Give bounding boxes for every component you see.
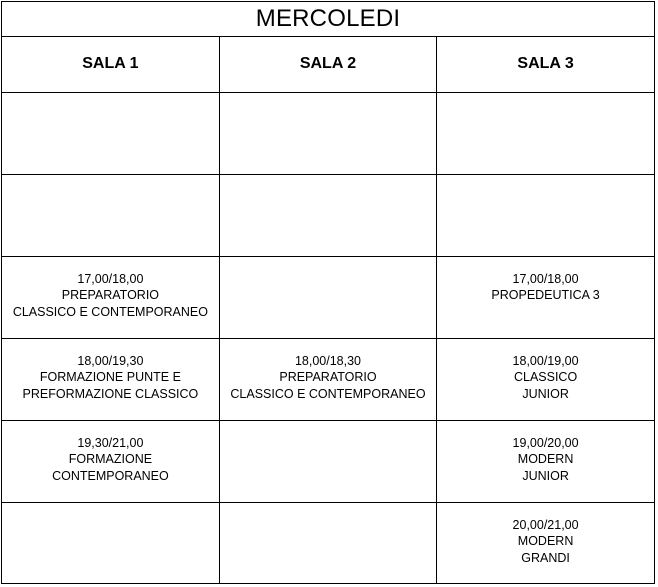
- class-name-line: PREFORMAZIONE CLASSICO: [22, 386, 199, 401]
- class-time: 18,00/19,00: [512, 353, 579, 368]
- class-name-line: PREPARATORIO: [279, 370, 377, 384]
- schedule-table: [2, 37, 654, 584]
- schedule-cell: [2, 256, 219, 338]
- schedule-cell: [437, 174, 654, 256]
- class-name-line: MODERN: [517, 452, 574, 466]
- class-entry: [437, 503, 654, 567]
- schedule-cell: [2, 502, 219, 584]
- class-name-line: CLASSICO E CONTEMPORANEO: [12, 304, 208, 319]
- schedule-body: [2, 92, 654, 584]
- day-title: MERCOLEDI: [2, 2, 654, 37]
- schedule-cell: [219, 338, 436, 420]
- class-entry: [437, 257, 654, 304]
- class-time: 20,00/21,00: [512, 517, 579, 532]
- class-time: 17,00/18,00: [77, 271, 144, 286]
- header-sala-3: SALA 3: [437, 37, 654, 92]
- schedule-cell: [219, 502, 436, 584]
- schedule-cell: [219, 420, 436, 502]
- table-row: [2, 420, 654, 502]
- schedule-sheet: [1, 1, 655, 584]
- class-entry: [2, 257, 219, 321]
- class-name-line: MODERN: [517, 534, 574, 548]
- class-name-line: CLASSICO E CONTEMPORANEO: [230, 386, 426, 401]
- class-time: 19,30/21,00: [77, 435, 144, 450]
- table-row: [2, 502, 654, 584]
- schedule-cell: [437, 338, 654, 420]
- class-entry: [2, 421, 219, 485]
- class-name-line: FORMAZIONE PUNTE E: [39, 370, 181, 384]
- table-row: [2, 92, 654, 174]
- class-entry: [220, 339, 436, 403]
- class-time: 17,00/18,00: [512, 271, 579, 286]
- class-name-line: CLASSICO: [513, 370, 578, 384]
- class-entry: [437, 339, 654, 403]
- class-name-line: GRANDI: [521, 550, 570, 565]
- schedule-cell: [2, 420, 219, 502]
- schedule-cell: [219, 174, 436, 256]
- table-row: [2, 174, 654, 256]
- schedule-cell: [2, 92, 219, 174]
- schedule-cell: [437, 92, 654, 174]
- class-name-line: JUNIOR: [522, 386, 569, 401]
- schedule-cell: [437, 256, 654, 338]
- header-row: [2, 37, 654, 92]
- header-sala-1: SALA 1: [2, 37, 219, 92]
- schedule-cell: [219, 92, 436, 174]
- class-name-line: PROPEDEUTICA 3: [491, 288, 600, 302]
- header-sala-2: SALA 2: [219, 37, 436, 92]
- class-entry: [2, 339, 219, 403]
- schedule-cell: [437, 420, 654, 502]
- class-name-line: PREPARATORIO: [61, 288, 160, 302]
- schedule-cell: [437, 502, 654, 584]
- class-time: 18,00/18,30: [294, 353, 362, 368]
- class-name-line: JUNIOR: [522, 468, 569, 483]
- schedule-cell: [2, 174, 219, 256]
- class-entry: [437, 421, 654, 485]
- table-row: [2, 256, 654, 338]
- schedule-cell: [2, 338, 219, 420]
- table-row: [2, 338, 654, 420]
- schedule-cell: [219, 256, 436, 338]
- class-time: 18,00/19,30: [77, 353, 144, 368]
- class-name-line: FORMAZIONE: [68, 452, 153, 466]
- class-time: 19,00/20,00: [512, 435, 579, 450]
- class-name-line: CONTEMPORANEO: [52, 468, 169, 483]
